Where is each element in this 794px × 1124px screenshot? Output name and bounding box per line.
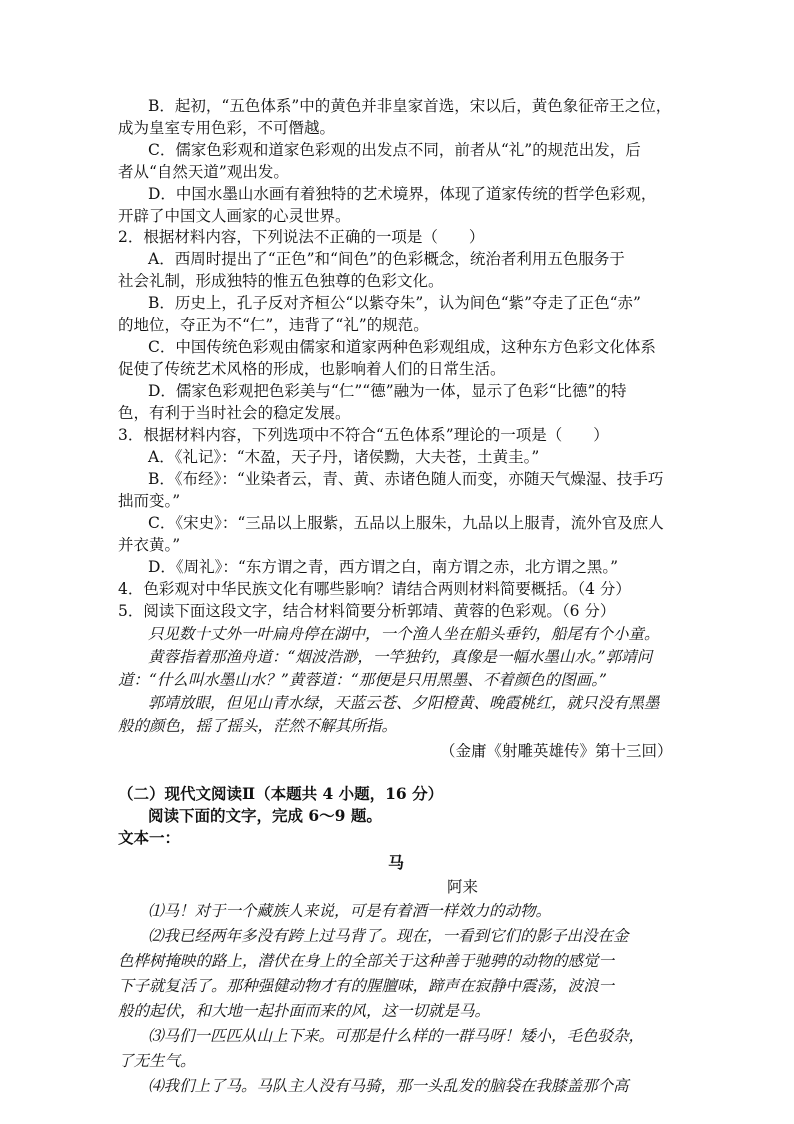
section2-instruction: 阅读下面的文字，完成 6～9 题。: [148, 806, 382, 825]
q5-excerpt-para1: 只见数十丈外一叶扁舟停在湖中，一个渔人坐在船头垂钓，船尾有个小童。: [148, 625, 660, 643]
q5-excerpt-para2-line1: 黄蓉指着那渔舟道：“烟波浩渺，一竿独钓，真像是一幅水墨山水。”郭靖问: [148, 648, 653, 666]
q3-option-b-line1: B．《布经》：“业染者云，青、黄、赤诸色随人而变，亦随天气燥湿、技手巧: [148, 470, 664, 488]
article-para3-line2: 了无生气。: [118, 1052, 196, 1070]
q1-option-b-line2: 成为皇室专用色彩，不可僭越。: [118, 119, 336, 137]
article-para3-line1: ⑶马们一匹匹从山上下来。可那是什么样的一群马呀！矮小，毛色驳杂，: [148, 1027, 645, 1045]
q4-stem: 4．色彩观对中华民族文化有哪些影响？请结合两则材料简要概括。（4 分）: [118, 580, 631, 598]
q1-option-d-line2: 开辟了中国文人画家的心灵世界。: [118, 207, 351, 225]
q1-option-c-line1: C．儒家色彩观和道家色彩观的出发点不同，前者从“礼”的规范出发，后: [148, 141, 641, 159]
q3-option-b-line2: 拙而变。”: [118, 492, 181, 510]
article-title: 马: [388, 853, 405, 872]
q2-option-c-line1: C．中国传统色彩观由儒家和道家两种色彩观组成，这种东方色彩文化体系: [148, 338, 656, 356]
q5-source: （金庸《射雕英雄传》第十三回）: [440, 742, 673, 760]
q2-option-b-line2: 的地位，夺正为不“仁”，违背了“礼”的规范。: [118, 316, 429, 334]
q1-option-c-line2: 者从“自然天道”观出发。: [118, 163, 289, 181]
q2-option-a-line1: A．西周时提出了“正色”和“间色”的色彩概念，统治者利用五色服务于: [148, 250, 625, 268]
article-para1: ⑴马！对于一个藏族人来说，可是有着酒一样效力的动物。: [148, 902, 552, 920]
q1-option-d-line1: D．中国水墨山水画有着独特的艺术境界，体现了道家传统的哲学色彩观，: [148, 185, 657, 203]
q5-excerpt-para2-line2: 道：“什么叫水墨山水？”黄蓉道：“那便是只用黑墨、不着颜色的图画。”: [118, 671, 607, 689]
section2-heading: （二）现代文阅读Ⅱ（本题共 4 小题，16 分）: [118, 784, 444, 803]
q2-option-d-line1: D．儒家色彩观把色彩美与“仁”“德”融为一体，显示了色彩“比德”的特: [148, 382, 627, 400]
q2-option-a-line2: 社会礼制，形成独特的惟五色独尊的色彩文化。: [118, 272, 444, 290]
article-para2-line2: 色桦树掩映的路上，潜伏在身上的全部关于这种善于驰骋的动物的感觉一: [118, 952, 615, 970]
q2-option-d-line2: 色，有利于当时社会的稳定发展。: [118, 404, 351, 422]
article-para2-line1: ⑵我已经两年多没有跨上过马背了。现在，一看到它们的影子出没在金: [148, 927, 629, 945]
q5-excerpt-para3-line1: 郭靖放眼，但见山青水绿，天蓝云苍、夕阳橙黄、晚霞桃红，就只没有黑墨: [148, 694, 660, 712]
q3-option-d: D．《周礼》：“东方谓之青，西方谓之白，南方谓之赤，北方谓之黑。”: [148, 558, 619, 576]
q2-option-c-line2: 促使了传统艺术风格的形成，也影响着人们的日常生活。: [118, 360, 506, 378]
q2-stem: 2．根据材料内容，下列说法不正确的一项是（ ）: [118, 228, 485, 246]
q3-stem: 3．根据材料内容，下列选项中不符合“五色体系”理论的一项是（ ）: [118, 426, 609, 444]
text-one-label: 文本一：: [118, 828, 181, 847]
q1-option-b-line1: B．起初，“五色体系”中的黄色并非皇家首选，宋以后，黄色象征帝王之位，: [148, 97, 672, 115]
q3-option-c-line1: C．《宋史》：“三品以上服紫，五品以上服朱，九品以上服青，流外官及庶人: [148, 514, 664, 532]
q5-stem: 5．阅读下面这段文字，结合材料简要分析郭靖、黄蓉的色彩观。（6 分）: [118, 602, 616, 620]
q3-option-a: A．《礼记》：“木盈，天子丹，诸侯黝，大夫苍，土黄圭。”: [148, 448, 540, 466]
article-para2-line4: 般的起伏，和大地一起扑面而来的风，这一切就是马。: [118, 1002, 491, 1020]
q3-option-c-line2: 并衣黄。”: [118, 536, 181, 554]
article-para4-line1: ⑷我们上了马。马队主人没有马骑，那一头乱发的脑袋在我膝盖那个高: [148, 1077, 629, 1095]
article-para2-line3: 下子就复活了。那种强健动物才有的腥膻味，蹄声在寂静中震荡，波浪一: [118, 977, 615, 995]
article-author: 阿来: [447, 878, 479, 896]
q5-excerpt-para3-line2: 般的颜色，摇了摇头，茫然不解其所指。: [118, 717, 398, 735]
q2-option-b-line1: B．历史上，孔子反对齐桓公“以紫夺朱”，认为间色“紫”夺走了正色“赤”: [148, 294, 641, 312]
